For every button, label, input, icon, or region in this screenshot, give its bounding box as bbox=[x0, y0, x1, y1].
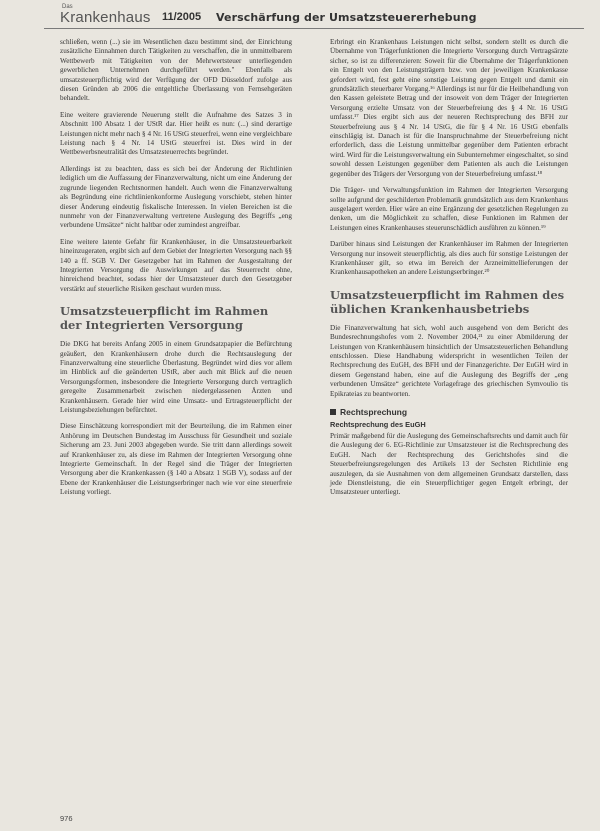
left-column bbox=[60, 38, 292, 505]
subsubsection-heading: Rechtsprechung des EuGH bbox=[330, 420, 426, 429]
paragraph: Primär maßgebend für die Auslegung des Gemeinschaftsrechts und damit auch für die Auslegung der 6. EG-Richtlinie zur Umsatzsteuer ist die Rechtsprechung des EuGH. Nach der Rechtsprechung des Gerichtshofes sind die Steuerbefreiungsregelungen des Artikels 13 der Sechsten Richtlinie eng auszulegen, da sie Ausnahmen von dem allgemeinen Grundsatz darstellen, dass jede Dienstleistung, die ein Steuerpflichtiger gegen Entgelt erbringt, der Umsatzsteuer unterliegt. bbox=[330, 432, 568, 497]
issue-number: 11/2005 bbox=[162, 11, 202, 23]
paragraph: Eine weitere latente Gefahr für Krankenhäuser, in die Umsatzsteuerbarkeit hineinzugeraten, ergibt sich auf dem Gebiet der Integrierten Versorgung nach §§ 140 a ff. SGB V. Der Gesetzgeber hat im Rahmen der Ausgestaltung der Integrierten Versorgung die Auswirkungen auf das Steuerrecht ohne, hinreichend beachtet, sodass hier der Umsatzsteuer durch den Gesetzgeber verstärkt auf steuerliche Risiken geschaut wurden muss. bbox=[60, 237, 292, 293]
paragraph: Die Träger- und Verwaltungsfunktion im Rahmen der Integrierten Versorgung sollte aufgrund der geschilderten Problematik grundsätzlich aus dem Krankenhaus ausgelagert werden. Hier wäre an eine Ergänzung der gesetzlichen Regelungen zu denken, um die Möglichkeit zu schaffen, diese Funktionen im Rahmen der Leistungen eines Krankenhauses steuerunschädlich ausführen zu können.¹⁹ bbox=[330, 186, 568, 232]
paragraph: Darüber hinaus sind Leistungen der Krankenhäuser im Rahmen der Integrierten Versorgung nur insoweit steuerpflichtig, als dies auch für sonstige Leistungen der Krankenhäuser gilt, so etwa im Bereich der Arzneimittellieferungen der Krankenhausapotheken an andere Leistungserbringer.²⁰ bbox=[330, 240, 568, 277]
paragraph: Diese Einschätzung korrespondiert mit der Beurteilung, die im Rahmen einer Anhörung im Deutschen Bundestag im Ausschuss für Gesundheit und soziale Sicherung am 23. Juni 2003 abgegeben wurde. Sie tritt dann allerdings soweit auf Krankenhäuser zu, als diese im Rahmen der Integrierten Versorgung ohne Integrierte Gemeinschaft. In der Regel sind die Träger der Integrierten Versorgung aber die Krankenkassen (§ 140 a Absatz 1 SGB V), sodass auf der Ebene der Krankenhäuser die Leistungserbringer nach wie vor eine steuerfreie Leistung vorliegt. bbox=[60, 422, 292, 497]
square-bullet-icon bbox=[330, 409, 336, 415]
subsection-heading-text: Rechtsprechung bbox=[340, 407, 408, 417]
section-heading: Umsatzsteuerpflicht im Rahmen des üblichen Krankenhausbetriebs bbox=[330, 287, 565, 316]
subsection-heading bbox=[330, 407, 568, 418]
right-column bbox=[330, 38, 568, 505]
paragraph: Allerdings ist zu beachten, dass es sich bei der Änderung der Richtlinien lediglich um die Auffassung der Finanzverwaltung, nicht um eine Änderung der zugrunde liegenden Rechtsnormen handelt. Auch wenn die Finanzverwaltung als Begründung eine richtlinienkonforme Auslegung vorschiebt, stehen hinter dieser Änderung eindeutig fiskalische Interessen. In vielen Bereichen ist die nunmehr von der Finanzverwaltung vertretene Auslegung des Begriffs „eng verbundene Umsätze“ nicht haltbar oder zumindest angreifbar. bbox=[60, 164, 292, 230]
paragraph: Die DKG hat bereits Anfang 2005 in einem Grundsatzpapier die Befürchtung geäußert, den Krankenhäusern drohe durch die Rechtsauslegung der Finanzverwaltung eine steuerliche Überlastung. Begründet wird dies vor allem im Hinblick auf die geänderten UStR, aber auch mit Blick auf die neuen Versorgungsformen, insbesondere die Integrierte Versorgung durch vertraglich geregelte Zusammenarbeit zwischen niedergelassenen Ärzten und Krankenhäusern. Gerade hier wird eine Umsatz- und Ertragsteuerpflicht der Leistungsbeziehungen befürchtet. bbox=[60, 340, 292, 414]
journal-logo-prefix: Das bbox=[62, 4, 73, 10]
page-header bbox=[44, 4, 584, 29]
running-title: Verschärfung der Umsatzsteuererhebung bbox=[216, 11, 477, 24]
paragraph: schließen, wenn (...) sie im Wesentlichen dazu bestimmt sind, der Einrichtung zusätzliche Einnahmen durch Tätigkeiten zu verschaffen, die in unmittelbarem Wettbewerb mit Tätigkeiten von der Mehrwertsteuer unterliegenden gewerblichen Unternehmen durchgeführt werden." Ebenfalls als umsatzsteuerpflichtig wird der Verfügung der OFD Düsseldorf zufolge aus diesen Gründen ab 2006 die entgeltliche Überlassung von Fernsehgeräten behandelt. bbox=[60, 38, 292, 103]
journal-logo: Krankenhaus bbox=[60, 9, 151, 26]
paragraph: Die Finanzverwaltung hat sich, wohl auch ausgehend von dem Bericht des Bundesrechnungshofes vom 2. November 2004,²¹ zu einer Abmilderung der Leistungen von Krankenhäusern hinsichtlich der Umsatzsteuerlichen Behandlung entschlossen. Diese Handhabung widerspricht in wesentlichen Teilen der Rechtsprechung des EuGH, des BFH und der Finanzgerichte. Der EuGH wird in diesem Gegenstand haben, eine auf die Auslegung des Begriffs der „eng verbundenen Umsätze“ gerichtete Vorlagefrage des griechischen Symvoulio tis Epikrateias zu beantworten. bbox=[330, 323, 568, 398]
section-heading: Umsatzsteuerpflicht im Rahmen der Integrierten Versorgung bbox=[60, 304, 269, 333]
page-number: 976 bbox=[60, 814, 73, 823]
paragraph: Eine weitere gravierende Neuerung stellt die Aufnahme des Satzes 3 in Abschnitt 100 Absatz 1 der UStR dar. Hier heißt es nun: (...) sind derartige Leistungen nicht mehr nach § 4 Nr. 16 UStG steuerfrei, wenn eine vergleichbare Leistung nach § 4 Nr. 14 UStG steuerfrei ist. Dies wird in der Wettbewerbsneutralität des Umsatzsteuerrechts begründet. bbox=[60, 110, 292, 157]
paragraph: Erbringt ein Krankenhaus Leistungen nicht selbst, sondern stellt es durch die Übernahme von Trägerfunktionen die Integrierte Versorgung durch Vertragsärzte sicher, so ist zu differenzieren: Soweit für die Übernahme der Trägerfunktionen ein Entgelt von den Leistungsträgern bzw. von der jeweiligen Krankenkasse gefordert wird, fest geht eine sonstige Leistung gegen Entgelt und damit ein grundsätzlich steuerbarer Vorgang.¹⁶ Allerdings ist nur für die Heilbehandlung von den Kassen geleistete Betrag und der insoweit von dem Träger der Integrierten Versorgung erzielte Umsatz von der Steuerbefreiung des § 4 Nr. 16 UStG umfasst.¹⁷ Dies ergibt sich aus der neueren Rechtsprechung des BFH zur Steuerbefreiung aus § 4 Nr. 14 UStG, die für § 4 Nr. 16 UStG ebenfalls einschlägig ist. Danach ist für die Inanspruchnahme der Steuerbefreiung nicht erforderlich, dass die Leistung unmittelbar gegenüber dem Patienten erbracht wird. Wird für die Leistungsverwaltung ein Subunternehmer eingeschaltet, so sind sowohl dessen Leistungen gegenüber dem Patienten als auch die Leistungen gegenüber des Trägers der Versorgung von der Steuerbefreiung umfasst.¹⁸ bbox=[330, 38, 568, 178]
